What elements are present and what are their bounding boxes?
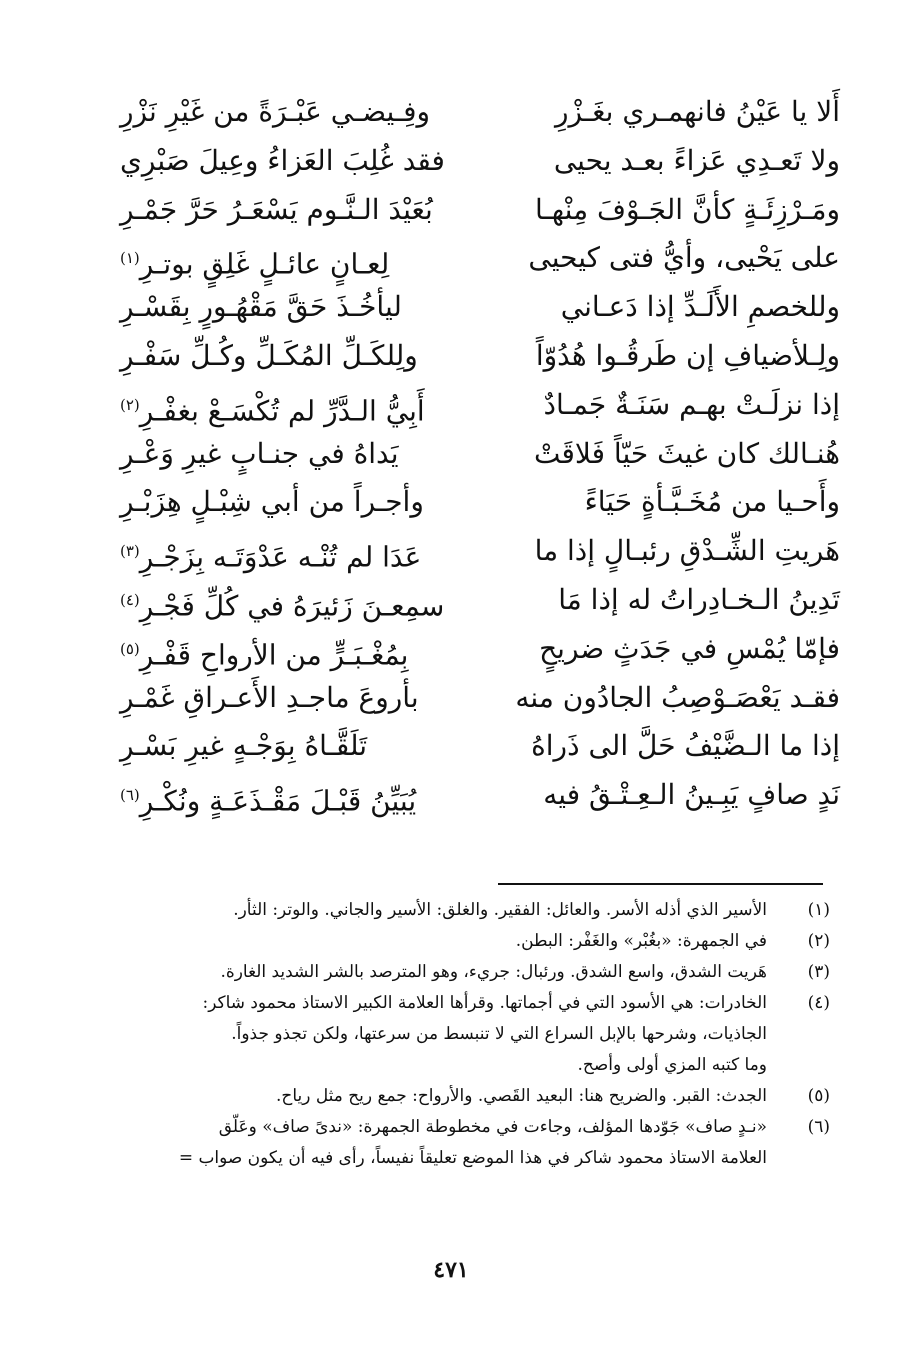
verse-text: ليأخُـذَ حَقَّ مَقْهُـورٍ بِقَسْـرِ xyxy=(120,290,402,324)
verse-text: على يَحْيى، وأيُّ فتى كيحيى xyxy=(528,241,840,275)
verse-text: فقد غُلِبَ العَزاءُ وعِيلَ صَبْرِي xyxy=(120,143,445,177)
footnote xyxy=(95,926,830,957)
verse-second-hemistich xyxy=(120,283,460,332)
verse-second-hemistich xyxy=(120,186,460,235)
verse-text: يَداهُ في جنـابٍ غيرِ وَعْـرِ xyxy=(120,436,399,470)
verse-text: فقـد يَعْصَـوْصِبُ الجادُون منه xyxy=(515,680,840,714)
verse-first-hemistich xyxy=(500,234,840,283)
verse-text: ومَـرْزِئَـةٍ كأنَّ الجَـوْفَ مِنْهـا xyxy=(535,192,840,226)
footnote-text xyxy=(95,1081,767,1112)
verse-second-hemistich xyxy=(120,381,460,430)
verse-text: وللخصمِ الأَلَـدِّ إذا دَعـاني xyxy=(560,290,840,324)
verse-first-hemistich xyxy=(500,674,840,723)
footnote-text xyxy=(95,957,767,988)
verse-second-hemistich xyxy=(120,88,460,137)
footnote-separator xyxy=(498,883,823,885)
verse-text: بأروعَ ماجـدِ الأَعـراقِ غَمْـرِ xyxy=(120,680,419,714)
footnote-line: هَريت الشدق، واسع الشدق. ورئبال: جريء، وهو المترصد بالشر الشديد الغارة. xyxy=(220,962,767,982)
verse-first-hemistich xyxy=(500,186,840,235)
footnote-line: الجدث: القبر. والضريح هنا: البعيد القَصي. والأرواح: جمع ريح مثل رياح. xyxy=(276,1086,767,1106)
footnote-line: العلامة الاستاذ محمود شاكر في هذا الموضع تعليقاً نفيساً، رأى فيه أن يكون صواب = xyxy=(178,1148,768,1168)
verse-first-hemistich xyxy=(500,381,840,430)
verse-text: لِعـانٍ عائـلٍ غَلِقٍ بوتـرِ xyxy=(139,247,390,281)
verse-text: ولِـلأضيافِ إن طَرقُـوا هُدُوّاً xyxy=(535,338,840,372)
footnote xyxy=(95,1081,830,1112)
footnote-line: الأسير الذي أذله الأسر. والعائل: الفقير. والغلق: الأسير والجاني. والوتر: الثأر. xyxy=(233,900,767,920)
footnote-text xyxy=(95,895,767,926)
verse-second-hemistich xyxy=(120,137,460,186)
footnote-text xyxy=(95,926,767,957)
verse-second-hemistich xyxy=(120,722,460,771)
footnote-line: وما كتبه المزي أولى وأصح. xyxy=(577,1055,767,1075)
verse-first-hemistich xyxy=(500,332,840,381)
footnote-number: (٤) xyxy=(807,993,830,1013)
verse-second-hemistich xyxy=(120,771,460,820)
verse-second-hemistich xyxy=(120,332,460,381)
verse-first-hemistich xyxy=(500,722,840,771)
verse-second-hemistich xyxy=(120,625,460,674)
verse-text: بُعَيْدَ الـنَّـوم يَسْعَـرُ حَرَّ جَمْـرِ xyxy=(120,192,433,226)
verse-text: بِمُغْـبَـرٍّ من الأرواحِ قَفْـرِ xyxy=(139,638,409,672)
verse-text: هُنـالك كان غيثَ حَيّاً فَلاقَتْ xyxy=(534,436,840,470)
verse-text: تَدِينُ الـخـادِراتُ له إذا مَا xyxy=(558,582,840,616)
footnote-mark: (١) xyxy=(120,249,140,268)
verse-second-hemistich xyxy=(120,478,460,527)
footnote-text xyxy=(95,1112,767,1174)
verse-text: نَدٍ صافٍ يَبِـينُ الـعِـتْـقُ فيه xyxy=(543,778,840,812)
footnote-line: الخادرات: هي الأسود التي في أجماتها. وقرأها العلامة الكبير الاستاذ محمود شاكر: xyxy=(202,993,768,1013)
footnote-line: في الجمهرة: «بغُبْر» والغَفْر: البطن. xyxy=(515,931,767,951)
footnote-mark: (٦) xyxy=(120,786,140,805)
verse-first-hemistich xyxy=(500,576,840,625)
footnote-mark: (٥) xyxy=(120,639,140,658)
verse-first-hemistich xyxy=(500,137,840,186)
verse-first-hemistich xyxy=(500,478,840,527)
footnote-line: الجاذيات، وشرحها بالإبل السراع التي لا تنبسط من سرعتها، ولكن تجذو جذواً. xyxy=(231,1024,768,1044)
verse-text: وأجـراً من أبي شِبْـلٍ هِزَبْـرِ xyxy=(120,485,424,519)
verse-text: سمِعـنَ زَئيرَهُ في كُلِّ فَجْـرِ xyxy=(139,589,445,623)
footnotes xyxy=(95,895,830,1174)
footnote-mark: (٢) xyxy=(120,395,140,414)
footnote-number: (٦) xyxy=(807,1117,830,1137)
footnote-number: (٣) xyxy=(807,962,830,982)
verse-text: وفِـيضـي عَبْـرَةً من غَيْرِ نَزْرِ xyxy=(120,95,431,128)
verse-second-hemistich xyxy=(120,576,460,625)
footnote-mark: (٤) xyxy=(120,590,140,609)
verse-second-hemistich xyxy=(120,527,460,576)
verse-first-hemistich xyxy=(500,771,840,820)
verse-text: هَريتِ الشِّـدْقِ رئبـالٍ إذا ما xyxy=(534,534,840,568)
verse-first-hemistich xyxy=(500,625,840,674)
verse-first-hemistich xyxy=(500,527,840,576)
verse-text: يُبَيِّنُ قَبْـلَ مَقْـذَعَـةٍ ونُكْـرِ xyxy=(139,784,417,818)
verse-first-hemistich xyxy=(500,283,840,332)
footnote-text xyxy=(95,988,767,1081)
verse-text: ولا تَعـدِي عَزاءً بعـد يحيى xyxy=(553,143,840,177)
footnote-line: «نـدٍ صاف» جَوّدها المؤلف، وجاءت في مخطوطة الجمهرة: «ندىً صاف» وعَلّق xyxy=(218,1117,768,1137)
verse-second-hemistich xyxy=(120,234,460,283)
poem-left-column xyxy=(120,88,460,820)
footnote xyxy=(95,1112,830,1174)
verse-text: وأَحـيا من مُخَـبَّـأةٍ حَيَاءً xyxy=(584,485,840,519)
footnote-number: (١) xyxy=(807,900,830,920)
verse-first-hemistich xyxy=(500,430,840,479)
footnote-number: (٢) xyxy=(807,931,830,951)
verse-text: عَدَا لم تُنْـه عَدْوَتَـه بِزَجْـرِ xyxy=(139,540,422,574)
verse-text: أَبِيُّ الـدَّرِّ لم تُكْسَـعْ بغفْـرِ xyxy=(139,394,425,428)
verse-second-hemistich xyxy=(120,430,460,479)
footnote xyxy=(95,895,830,926)
footnote xyxy=(95,988,830,1081)
verse-text: إذا ما الـضَّيْفُ حَلَّ الى ذَراهُ xyxy=(531,729,840,763)
verse-text: أَلا يا عَيْنُ فانهمـري بغَـزْرِ xyxy=(555,95,840,128)
verse-text: فإمّا يُمْسِ في جَدَثٍ ضريحٍ xyxy=(539,631,840,665)
verse-text: إذا نزلَـتْ بهـم سَنَـةٌ جَمـادٌ xyxy=(543,387,840,421)
footnote-mark: (٣) xyxy=(120,542,140,561)
verse-text: ولِلكَـلِّ المُكَـلِّ وكُـلِّ سَفْـرِ xyxy=(120,338,418,372)
footnote xyxy=(95,957,830,988)
page-number: ٤٧١ xyxy=(433,1257,469,1283)
poem-right-column xyxy=(500,88,840,820)
verse-text: تَلَقَّـاهُ بِوَجْـهٍ غيرِ بَسْـرِ xyxy=(120,729,368,763)
verse-first-hemistich xyxy=(500,88,840,137)
poem xyxy=(120,88,840,848)
footnote-number: (٥) xyxy=(807,1086,830,1106)
verse-second-hemistich xyxy=(120,674,460,723)
